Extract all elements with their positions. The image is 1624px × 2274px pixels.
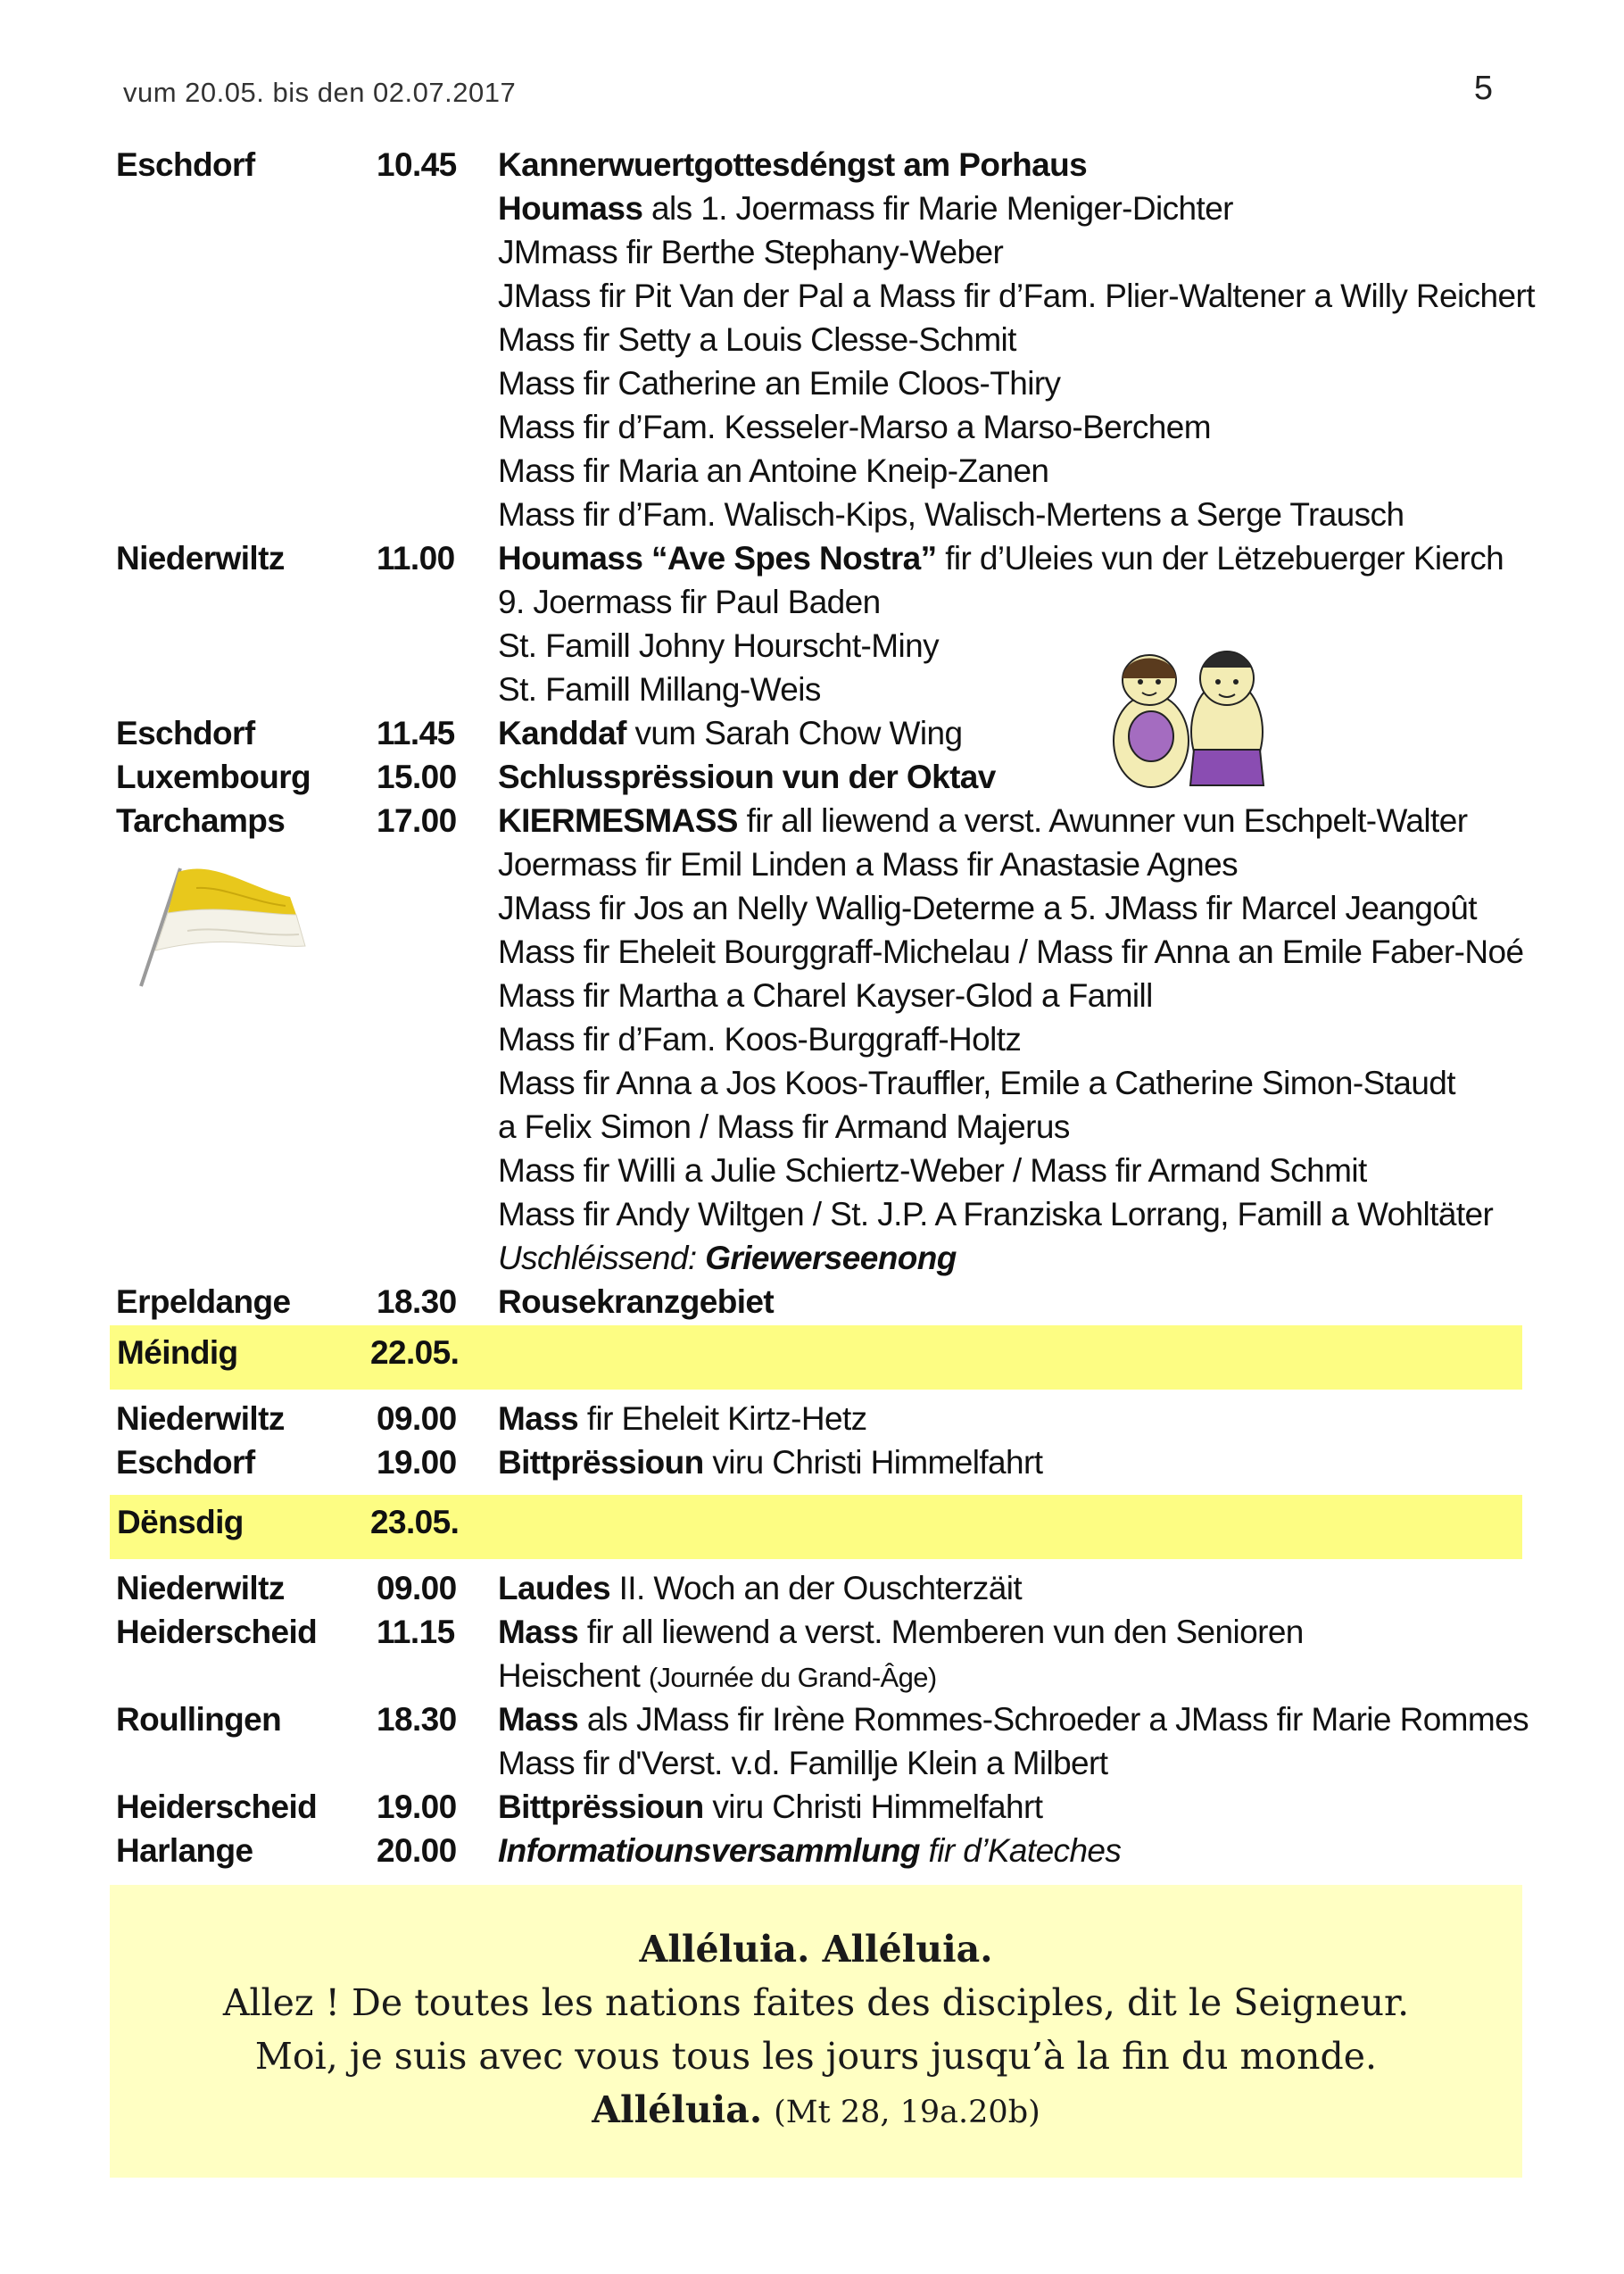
time: 11.00 [377, 540, 455, 577]
time: 18.30 [377, 1283, 457, 1320]
alleluia-title: Alléluia. Alléluia. [639, 1928, 993, 1971]
intention: 9. Joermass fir Paul Baden [498, 584, 881, 620]
time: 11.15 [377, 1614, 455, 1650]
intention: JMass fir Pit Van der Pal a Mass fir d’Fam. Plier-Waltener a Willy Reichert [498, 278, 1535, 314]
intention: als JMass fir Irène Rommes-Schroeder a JMass fir Marie Rommes [578, 1701, 1529, 1738]
intention: fir Eheleit Kirtz-Hetz [578, 1400, 867, 1437]
intention: Joermass fir Emil Linden a Mass fir Anastasie Agnes [498, 846, 1239, 883]
intention: Mass fir d’Fam. Koos-Burggraff-Holtz [498, 1021, 1022, 1058]
place: Niederwiltz [116, 1570, 285, 1606]
description [498, 1440, 1042, 1484]
place: Roullingen [116, 1701, 282, 1738]
verse-line: Allez ! De toutes les nations faites des disciples, dit le Seigneur. [222, 1981, 1410, 2024]
day-name: Méindig [117, 1334, 238, 1371]
alleluia-closing-text: Alléluia. [592, 2088, 763, 2131]
event-note: (Journée du Grand-Âge) [648, 1662, 937, 1693]
day-date: 22.05. [370, 1334, 460, 1371]
intention: Mass fir Andy Wiltgen / St. J.P. A Franziska Lorrang, Famill a Wohltäter [498, 1196, 1494, 1232]
service-type: Mass [498, 1701, 579, 1738]
place: Heiderscheid [116, 1614, 318, 1650]
intention: Mass fir d’Fam. Walisch-Kips, Walisch-Mertens a Serge Trausch [498, 496, 1404, 533]
bible-reference: (Mt 28, 19a.20b) [774, 2095, 1040, 2130]
children-cartoon [1098, 643, 1276, 790]
place: Tarchamps [116, 802, 286, 839]
intention: St. Famill Johny Hourscht-Miny [498, 627, 939, 664]
description [498, 755, 996, 799]
place: Harlange [116, 1832, 253, 1869]
place: Erpeldange [116, 1283, 291, 1320]
time: 19.00 [377, 1788, 457, 1825]
service-type: Bittprëssioun [498, 1444, 704, 1481]
description [498, 799, 1467, 842]
description [498, 1829, 1121, 1872]
intention: Mass fir Anna a Jos Koos-Trauffler, Emile a Catherine Simon-Staudt [498, 1065, 1455, 1101]
intention: fir all liewend a verst. Memberen vun den Senioren [578, 1614, 1304, 1650]
time: 09.00 [377, 1400, 457, 1437]
service-type: Houmass “Ave Spes Nostra” [498, 540, 937, 577]
page-number: 5 [1473, 70, 1493, 107]
service-type: Mass [498, 1400, 579, 1437]
intention: als 1. Joermass fir Marie Meniger-Dichter [642, 190, 1233, 227]
description [498, 1397, 867, 1440]
day-name: Dënsdig [117, 1504, 244, 1540]
closing-note-prefix: Uschléissend: [498, 1240, 706, 1276]
time: 20.00 [377, 1832, 457, 1869]
intention: Mass fir Eheleit Bourggraff-Michelau / Mass fir Anna an Emile Faber-Noé [498, 934, 1524, 970]
day-header-tuesday [110, 1495, 1522, 1559]
intention: II. Woch an der Ouschterzäit [609, 1570, 1023, 1606]
description [498, 143, 1087, 187]
closing-note-bold: Griewerseenong [705, 1240, 957, 1276]
intention: JMass fir Jos an Nelly Wallig-Determe a 5. JMass fir Marcel Jeangoût [498, 890, 1477, 926]
description [498, 187, 1233, 230]
intention: Mass fir Catherine an Emile Cloos-Thiry [498, 365, 1061, 402]
intention: St. Famill Millang-Weis [498, 671, 821, 708]
service-type: Rousekranzgebiet [498, 1283, 775, 1320]
description [498, 1610, 1304, 1654]
place: Eschdorf [116, 146, 255, 183]
service-type: Informatiounsversammlung [498, 1832, 920, 1869]
intention: fir d’Uleies vun der Lëtzebuerger Kierch [936, 540, 1504, 577]
place: Niederwiltz [116, 540, 285, 577]
description [498, 536, 1504, 580]
intention: fir d’Kateches [919, 1832, 1122, 1869]
service-type: KIERMESMASS [498, 802, 738, 839]
service-type: Schlussprëssioun vun der Oktav [498, 759, 996, 795]
intention: Mass fir Willi a Julie Schiertz-Weber / Mass fir Armand Schmit [498, 1152, 1367, 1189]
papal-flag-icon [107, 861, 312, 995]
service-type: Laudes [498, 1570, 610, 1606]
description [498, 1697, 1529, 1741]
page-header [123, 70, 1493, 114]
description [498, 1566, 1022, 1610]
intention: fir all liewend a verst. Awunner vun Eschpelt-Walter [737, 802, 1468, 839]
place: Eschdorf [116, 715, 255, 751]
time: 18.30 [377, 1701, 457, 1738]
time: 19.00 [377, 1444, 457, 1481]
intention: Mass fir Setty a Louis Clesse-Schmit [498, 321, 1016, 358]
period-label: vum 20.05. bis den 02.07.2017 [123, 77, 517, 108]
service-type: Bittprëssioun [498, 1788, 704, 1825]
place: Heiderscheid [116, 1788, 318, 1825]
intention: Mass fir d'Verst. v.d. Famillje Klein a Milbert [498, 1745, 1108, 1781]
place: Eschdorf [116, 1444, 255, 1481]
intention: Mass fir Martha a Charel Kayser-Glod a Famill [498, 977, 1153, 1014]
intention: Mass fir d’Fam. Kesseler-Marso a Marso-Berchem [498, 409, 1211, 445]
place: Niederwiltz [116, 1400, 285, 1437]
time: 09.00 [377, 1570, 457, 1606]
place: Luxembourg [116, 759, 311, 795]
description [498, 1785, 1042, 1829]
service-type: Kanddaf [498, 715, 626, 751]
intention: Heischent [498, 1657, 649, 1694]
intention: vum Sarah Chow Wing [626, 715, 963, 751]
intention: Mass fir Maria an Antoine Kneip-Zanen [498, 452, 1049, 489]
time: 15.00 [377, 759, 457, 795]
time: 17.00 [377, 802, 457, 839]
closing-note [498, 1236, 957, 1280]
intention: viru Christi Himmelfahrt [703, 1444, 1043, 1481]
intention: viru Christi Himmelfahrt [703, 1788, 1043, 1825]
service-type: Houmass [498, 190, 643, 227]
time: 11.45 [377, 715, 455, 751]
description [498, 711, 962, 755]
alleluia-box [110, 1885, 1522, 2178]
day-header-monday [110, 1325, 1522, 1390]
verse-line: Moi, je suis avec vous tous les jours jusqu’à la fin du monde. [254, 2035, 1378, 2078]
service-type: Mass [498, 1614, 579, 1650]
day-date: 23.05. [370, 1504, 460, 1540]
service-type: Kannerwuertgottesdéngst am Porhaus [498, 146, 1088, 183]
alleluia-closing [110, 2083, 1522, 2139]
intention: JMmass fir Berthe Stephany-Weber [498, 234, 1004, 270]
description [498, 1654, 937, 1699]
time: 10.45 [377, 146, 457, 183]
intention: a Felix Simon / Mass fir Armand Majerus [498, 1108, 1070, 1145]
description [498, 1280, 774, 1324]
